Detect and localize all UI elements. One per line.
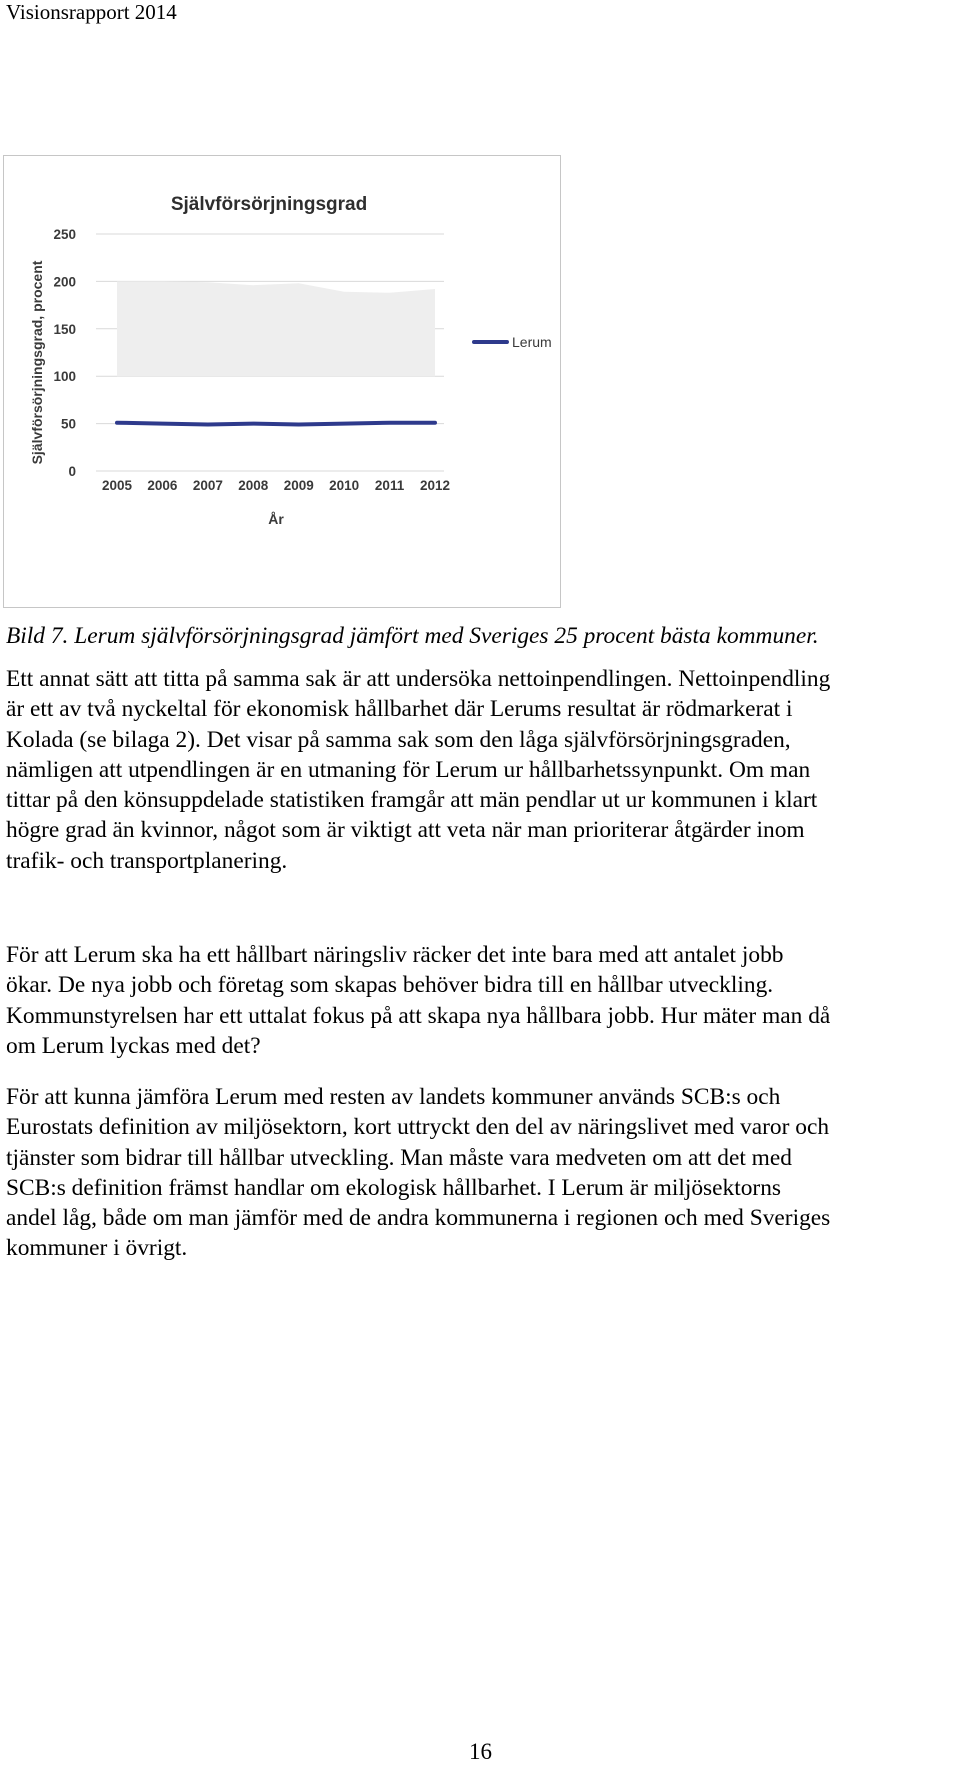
paragraph-line: Kommunstyrelsen har ett uttalat fokus på att skapa nya hållbara jobb. Hur mäter man då xyxy=(6,1002,831,1029)
y-tick-label: 0 xyxy=(68,464,76,479)
paragraph-line: För att Lerum ska ha ett hållbart näringsliv räcker det inte bara med att antalet jobb xyxy=(6,942,784,968)
paragraph-line: Kolada (se bilaga 2). Det visar på samma sak som den låga självförsörjningsgraden, xyxy=(6,726,791,753)
y-tick-label: 50 xyxy=(60,416,76,432)
y-tick-label: 100 xyxy=(53,369,76,385)
x-tick-label: 2009 xyxy=(283,478,314,493)
paragraph-line: kommuner i övrigt. xyxy=(6,1235,188,1262)
x-tick-label: 2010 xyxy=(329,478,360,493)
paragraph-line: ökar. De nya jobb och företag som skapas behöver bidra till en hållbar utveckling. xyxy=(6,972,774,999)
x-tick-label: 2012 xyxy=(419,478,451,493)
paragraph-2 xyxy=(6,940,956,1061)
paragraph-line: trafik- och transportplanering. xyxy=(6,847,288,874)
paragraph-line: SCB:s definition främst handlar om ekologisk hållbarhet. I Lerum är miljösektorns xyxy=(6,1174,781,1201)
chart-svg xyxy=(4,156,560,607)
x-tick-label: 2007 xyxy=(192,478,223,493)
header-title: Visionsrapport 2014 xyxy=(6,0,177,24)
paragraph-1 xyxy=(6,664,956,876)
paragraph-3 xyxy=(6,1082,956,1264)
paragraph-line: om Lerum lyckas med det? xyxy=(6,1032,261,1059)
legend-label: Lerum xyxy=(512,334,552,350)
paragraph-line: För att kunna jämföra Lerum med resten av landets kommuner används SCB:s och xyxy=(6,1084,781,1110)
paragraph-line: är ett av två nyckeltal för ekonomisk hållbarhet där Lerums resultat är rödmarkerat i xyxy=(6,696,793,723)
x-tick-label: 2008 xyxy=(238,478,269,493)
comparison-band xyxy=(117,281,435,376)
paragraph-line: Eurostats definition av miljösektorn, kort uttryckt den del av näringslivet med varor och xyxy=(6,1114,830,1141)
paragraph-line: tjänster som bidrar till hållbar utveckling. Man måste vara medveten om att det med xyxy=(6,1144,792,1171)
page-number: 16 xyxy=(469,1739,492,1764)
series-line-lerum xyxy=(117,423,435,425)
y-tick-label: 200 xyxy=(53,274,76,290)
y-axis-label: Självförsörjningsgrad, procent xyxy=(29,260,45,465)
paragraph-line: högre grad än kvinnor, något som är viktigt att veta när man prioriterar åtgärder inom xyxy=(6,817,805,844)
chart-title: Självförsörjningsgrad xyxy=(170,194,368,215)
chart xyxy=(3,155,561,608)
x-tick-label: 2011 xyxy=(374,478,405,493)
paragraph-line: Ett annat sätt att titta på samma sak är att undersöka nettoinpendlingen. Nettoinpendling xyxy=(6,666,831,692)
x-tick-label: 2006 xyxy=(147,478,178,493)
y-tick-label: 250 xyxy=(53,227,76,242)
paragraph-line: andel låg, både om man jämför med de andra kommunerna i regionen och med Sveriges xyxy=(6,1205,831,1232)
x-axis-label: År xyxy=(268,511,284,527)
y-tick-label: 150 xyxy=(53,321,76,337)
x-tick-label: 2005 xyxy=(101,478,133,493)
figure-caption: Bild 7. Lerum självförsörjningsgrad jämfört med Sveriges 25 procent bästa kommuner. xyxy=(6,623,819,649)
paragraph-line: tittar på den könsuppdelade statistiken framgår att män pendlar ut ur kommunen i klart xyxy=(6,787,818,814)
paragraph-line: nämligen att utpendlingen är en utmaning för Lerum ur hållbarhetssynpunkt. Om man xyxy=(6,756,811,783)
